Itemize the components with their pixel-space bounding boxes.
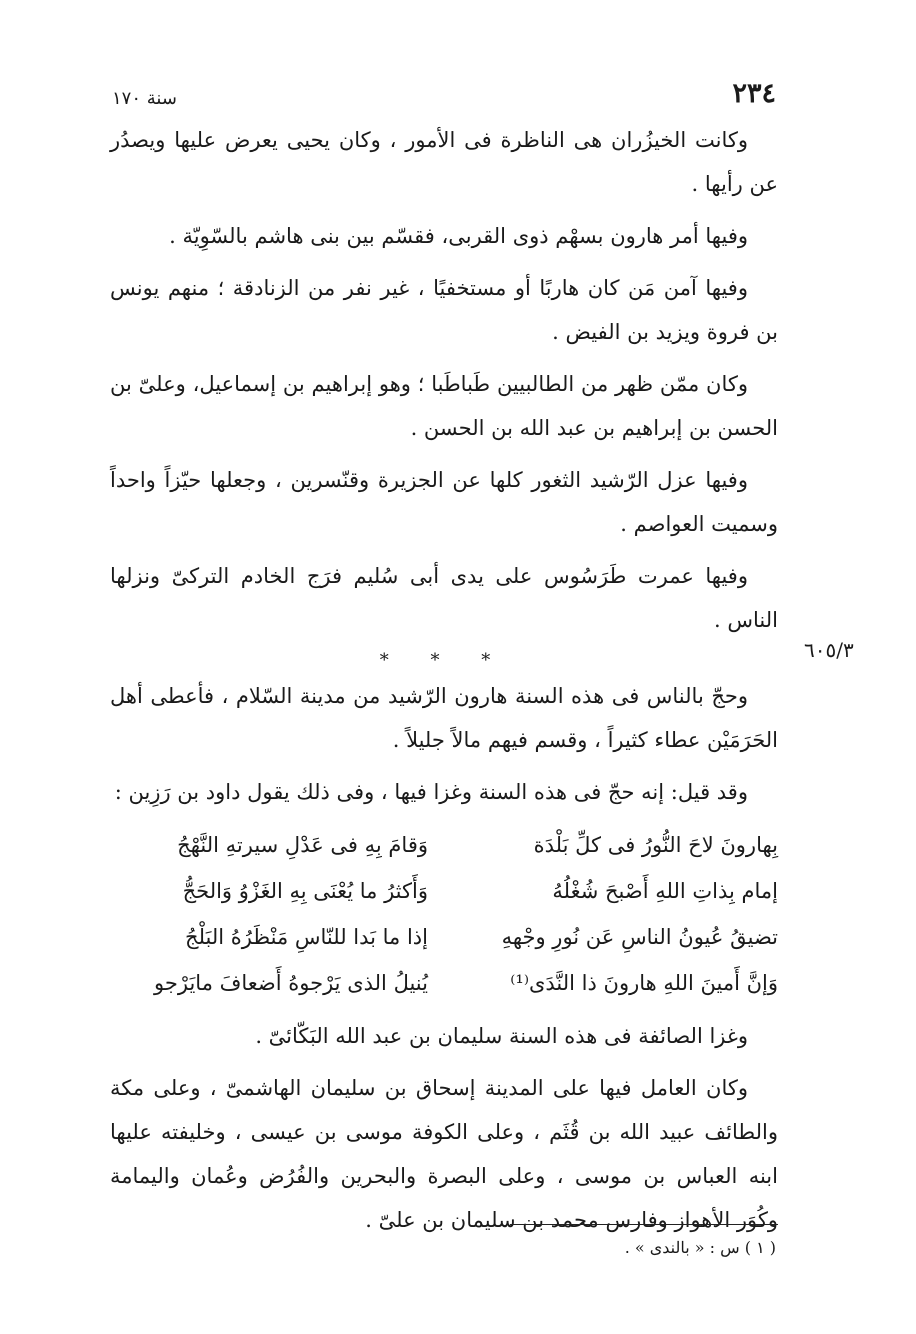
verse-first-hemistich: وَإنَّ أَمينَ اللهِ هارونَ ذا النَّدَى⁽¹⁾ [510,971,778,995]
poem-verse [110,868,778,914]
footnote-divider [510,1224,778,1225]
paragraph: وكان العامل فيها على المدينة إسحاق بن سليمان الهاشمىّ ، وعلى مكة والطائف عبيد الله بن قُثَم ، وعلى الكوفة موسى بن عيسى ، وخليفته عليها ابنه العباس بن موسى ، وعلى البصرة والبحرين والفُرُض وعُمان واليمامة وكُوَر الأهواز وفارس محمد بن سليمان بن علىّ . [110,1076,778,1232]
footnote: ( ١ ) س : « بالندى » . [624,1238,776,1257]
paragraph: وفيها عزل الرّشيد الثغور كلها عن الجزيرة وقنّسرين ، وجعلها حيّزاً واحداً وسميت العواصم . [110,468,778,536]
verse-second-hemistich: وَقامَ بِهِ فى عَدْلِ سيرتهِ النَّهْجُ [177,833,428,857]
verse-second-hemistich: وَأَكثرُ ما يُعْنَى بِهِ الغَزْوُ وَالحَجُّ [182,879,428,903]
poem-verse [110,960,778,1006]
paragraph: وفيها أمر هارون بسهْم ذوى القربى، فقسّم بين بنى هاشم بالسّوِيّة . [169,224,748,248]
running-head: سنة ١٧٠ [112,88,177,109]
paragraph: وكان ممّن ظهر من الطالبيين طَباطَبا ؛ وهو إبراهيم بن إسماعيل، وعلىّ بن الحسن بن إبراهيم بن عبد الله بن الحسن . [110,372,778,440]
poem-verse [110,822,778,868]
margin-reference: ٦٠٥/٣ [804,638,854,662]
paragraph: وحجّ بالناس فى هذه السنة هارون الرّشيد من مدينة السّلام ، فأعطى أهل الحَرَمَيْن عطاء كثيراً ، وقسم فيهم مالاً جليلاً . [110,684,778,752]
section-separator: * * * [379,650,509,671]
poem-verse [110,914,778,960]
paragraph: وفيها عمرت طَرَسُوس على يدى أبى سُليم فرَج الخادم التركىّ ونزلها الناس . [110,564,778,632]
verse-second-hemistich: يُنيلُ الذى يَرْجوهُ أَضعافَ مايَرْجو [154,971,428,995]
paragraph: وغزا الصائفة فى هذه السنة سليمان بن عبد الله البَكّائىّ . [255,1024,748,1048]
paragraph: وقد قيل: إنه حجّ فى هذه السنة وغزا فيها ، وفى ذلك يقول داود بن رَزِين : [114,780,748,804]
main-text [110,118,778,1250]
paragraph: وكانت الخيزُران هى الناظرة فى الأمور ، وكان يحيى يعرض عليها ويصدُر عن رأيها . [110,128,778,196]
verse-first-hemistich: إمام بِذاتِ اللهِ أَصْبحَ شُغْلُهُ [552,879,778,903]
poem [110,822,778,1006]
verse-first-hemistich: بِهارونَ لاحَ النُّورُ فى كلِّ بَلْدَة [533,833,778,857]
verse-second-hemistich: إذا ما بَدا للنّاسِ مَنْظَرُهُ البَلْجُ [185,925,428,949]
page-number: ٢٣٤ [732,78,776,109]
verse-first-hemistich: تضيقُ عُيونُ الناسِ عَن نُورِ وجْههِ [501,925,778,949]
paragraph: وفيها آمن مَن كان هاربًا أو مستخفيًا ، غير نفر من الزنادقة ؛ منهم يونس بن فروة ويزيد بن الفيض . [110,276,778,344]
